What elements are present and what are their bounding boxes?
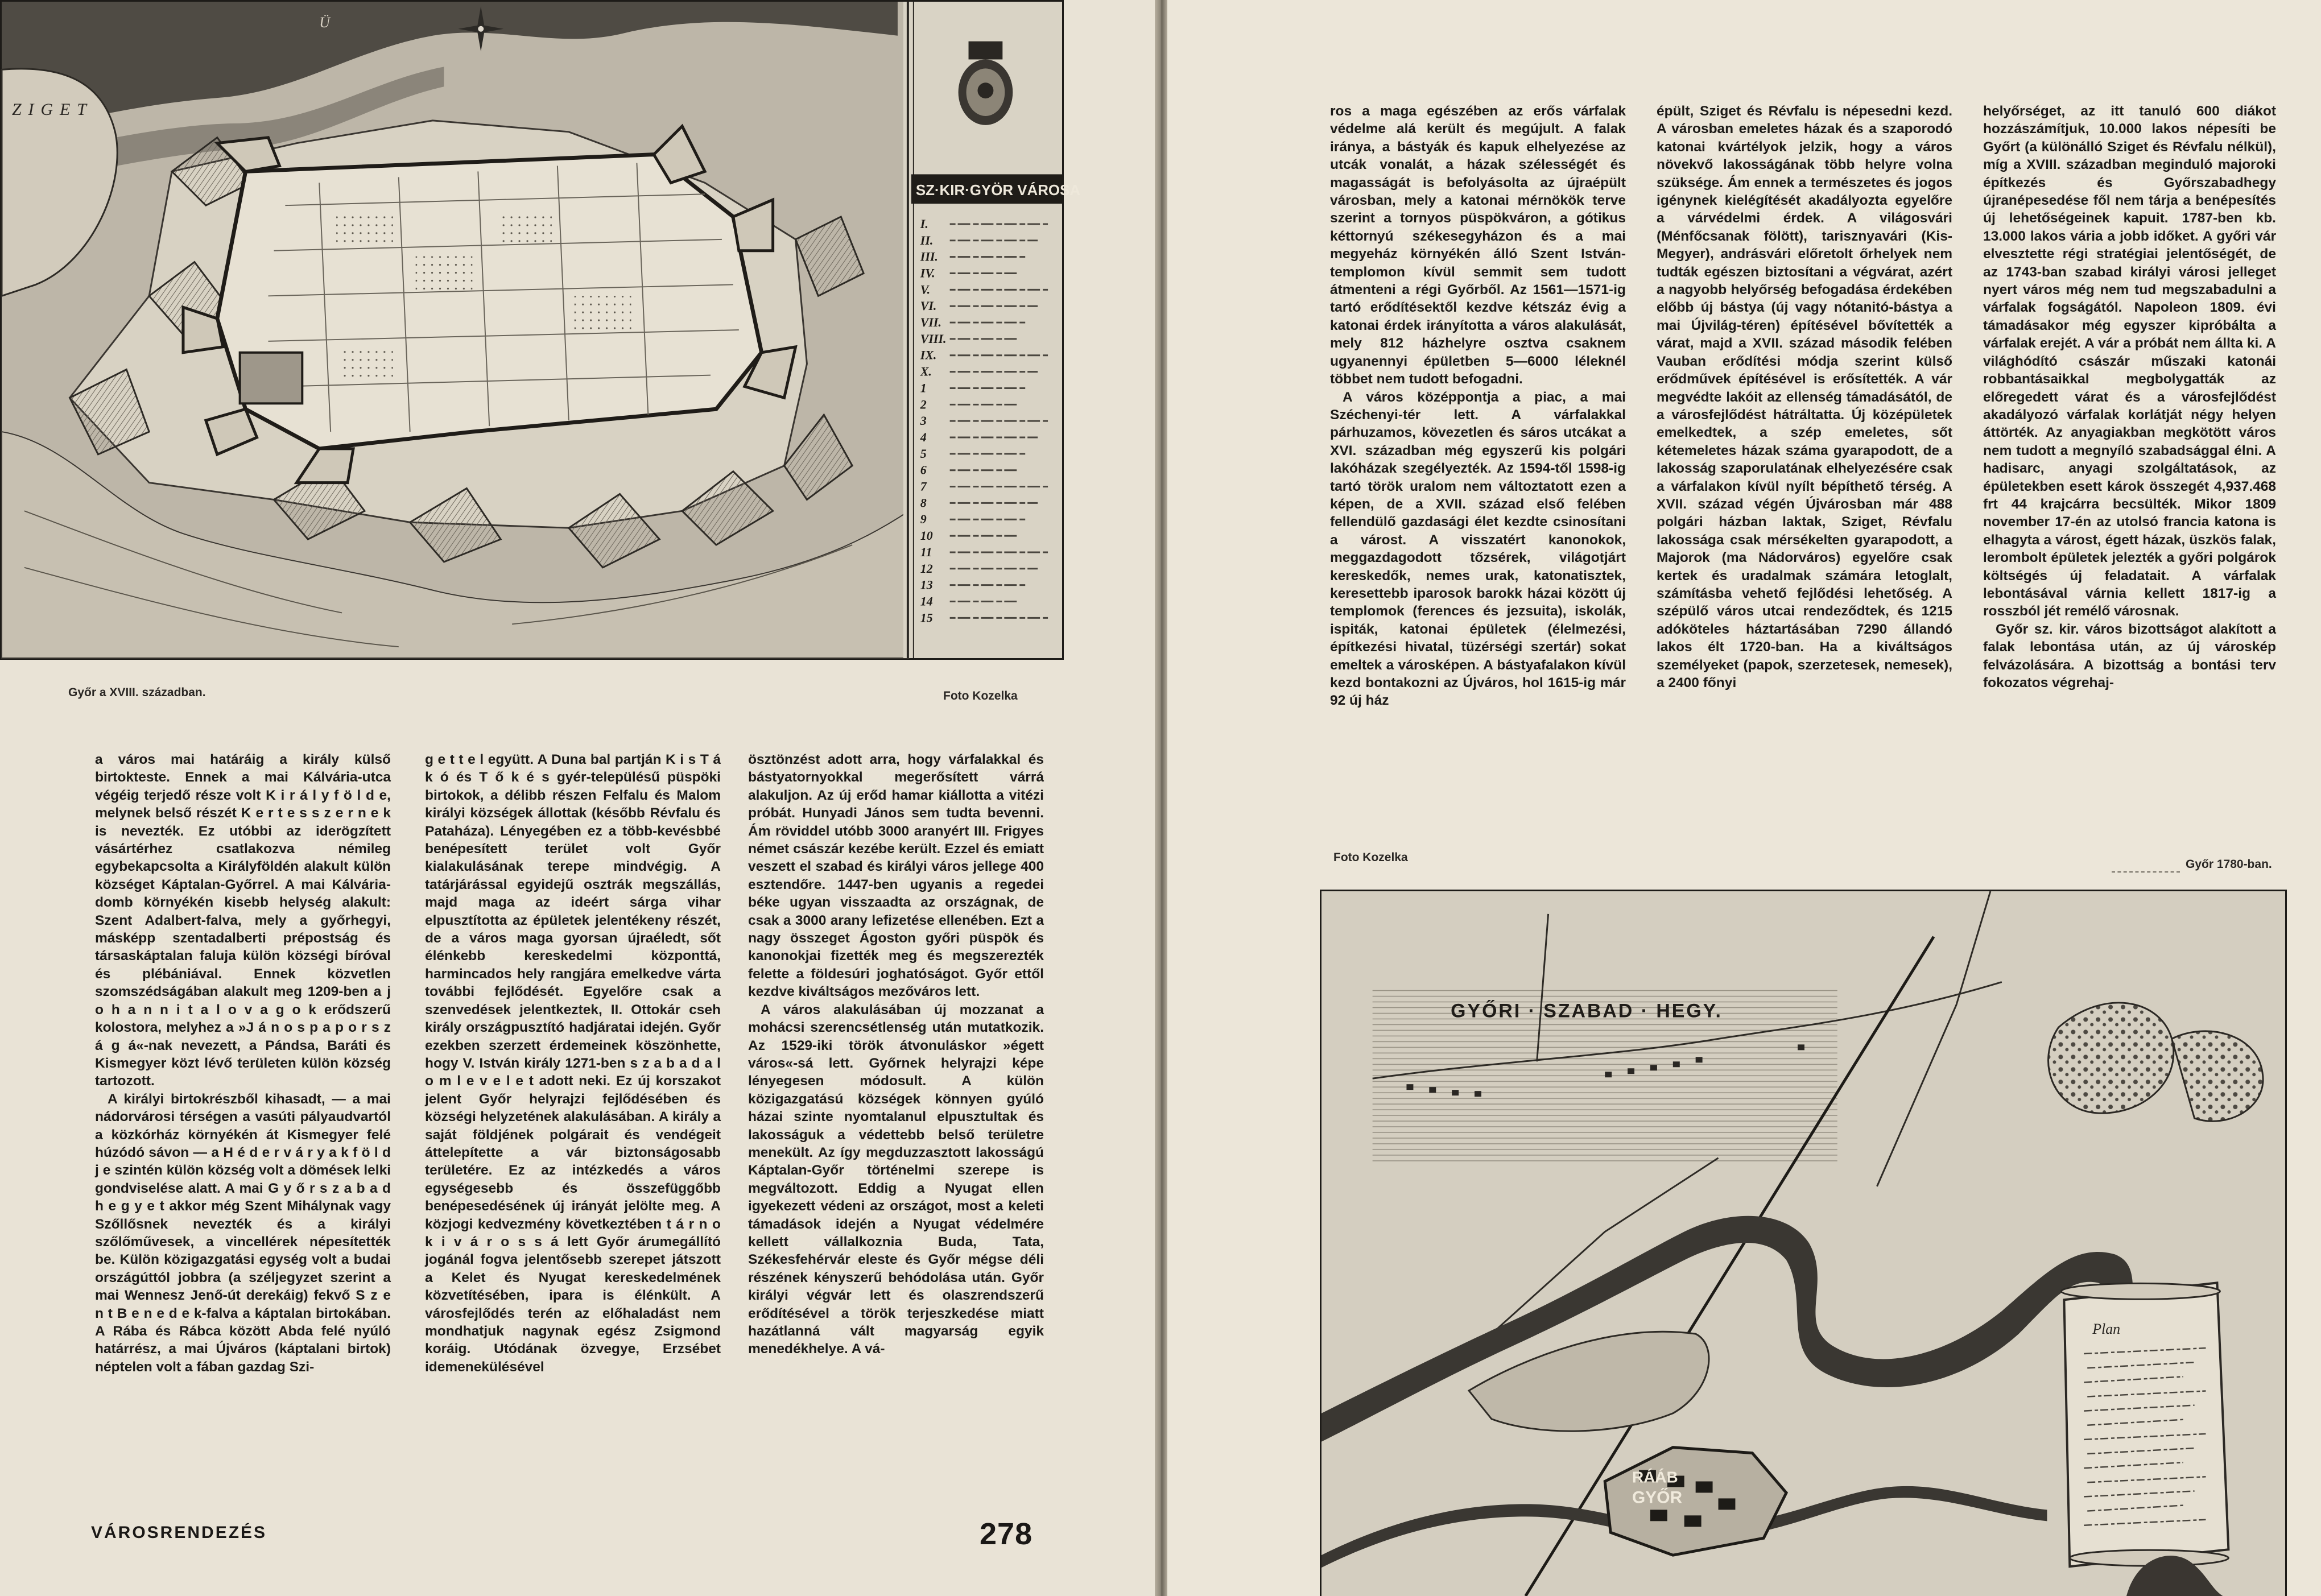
fortress-map-drawing — [2, 2, 1081, 658]
legend-entry-number: IV. — [920, 266, 935, 280]
paragraph: helyőrséget, az itt tanuló 600 diákot hozzászámítjuk, 10.000 lakos népesíti be Győrt (a különálló Sziget és Révfalu nélkül), míg a XVIII. században meginduló majoroki építkezés és Győrszabadhegy újranépesedése fől nem tárja a benépesítés új lehetőségeinek kapuit. 1787-ben kb. 13.000 lakos vária a jobb időket. A győri vár elvesztette régi stratégiai jelentőségét, de az 1743-ban szabad királyi városi jelleget nyert város még nem tud megszabadulni a várfalak fogságától. Napoleon 1809. évi támadásakor még egyszer kipróbálta a várfalak erejét. A vár a próbát nem állta ki. A világhódító császár műszaki katonái robbantásaikkal megbolygatták az előregedett várat és a városfejlődést akadályozó várfalak korlátját négy helyen áttörték. Az anyagiakban megkötött város nem tudott a megnyíló szabadsággal élni. A hadisarc, anyagi szolgáltatások, az épületekben esett károk összegét 4,937.468 frt 44 krajcárra becsülték. Mikor 1809 november 17-én az utolsó francia katona is elhagyta a várost, égett házak, üszkös falak, lerombolt épületek jelezték a győri polgárok költségés új feladatait. A várfalak lebontásával várnia kellett 1817-ig a rosszból jét remélő városnak. — [1983, 104, 2276, 619]
map-label-hill: GYŐRI · SZABAD · HEGY. — [1451, 1000, 1723, 1022]
legend-entry-number: 5 — [920, 446, 927, 461]
photo-credit: Foto Kozelka — [943, 689, 1018, 702]
legend-entry-number: 14 — [920, 594, 933, 609]
legend-entry-number: VII. — [920, 315, 941, 330]
legend-scroll-icon — [2061, 1283, 2228, 1566]
legend-entry-number: 7 — [920, 479, 927, 494]
text-column-3 — [748, 751, 1044, 1358]
text-column-4 — [1330, 102, 1626, 710]
legend-entry-number: 9 — [920, 512, 927, 527]
map-label-town-2: GYŐR — [1632, 1488, 1683, 1507]
legend-entry-number: 11 — [920, 544, 932, 559]
gyor-map-1780-drawing — [1321, 891, 2285, 1596]
paragraph: A királyi birtokrészből kihasadt, — a mai nádorvárosi térségen a vasúti pályaudvartól a közkórház környékén át Kismegyer felé húzódó sávon — a H é d e r v á r y a k f ö l d j e szintén külön község volt a dömések lelki gondviselése alatt. A mai G y ő r s z a b a d h e g y e t akkor még Szent Mihálynak vagy Szőllősnek nevezték és a királyi szőlőművesek, a vincellérek népesítették be. Külön közigazgatási egység volt a budai országúttól jobbra (a széljegyzet szerint a mai Wennesz Jenő-út derekáig) fekvő S z e n t B e n e d e k-falva a káptalan birtokában. A Rába és Rábca között Abda felé nyúló határrész, a mai Újváros (káptalani birtok) néptelen volt a fában gazdag Szi- — [95, 1091, 391, 1375]
legend-entry-number: 8 — [920, 495, 927, 510]
map-caption: Győr a XVIII. században. — [68, 686, 206, 699]
page-number: 278 — [980, 1517, 1033, 1551]
map-label-town-1: RÁÁB — [1632, 1468, 1678, 1486]
legend-entry-number: 10 — [920, 528, 933, 543]
paragraph: épült, Sziget és Révfalu is népesedni kezd. A városban emeletes házak és a szaporodó katonai kvártélyok jelzik, hogy a város növekvő lakosságának több helyre volna szüksége. Ám ennek a természetes és jogos igénynek kielégítését akadályozta egyelőre a várvédelmi érdek. A világosvári (Ménfőcsanak fölött), tarisznyavári (Kis-Megyer), andrásvári előretolt őrhelyek nem tudták egészen biztosítani a végvárat, azért a nagyobb helyőrség befogadása érdekében előbb új bástya (új vagy nótanitó-bástya a mai Újvilág-téren) építésével bővítették a várat, majd a XVII. század második felében Vauban erődítési módja szerint külső erődművek építésével is erősítették. A vár megvédte lakóit az ellenség támadásától, de a városfejlődést hátráltatta. Új középületek emelkedtek, a szép emeletes, sőt kétemeletes házak száma gyarapodott, de a lakosság szaporulatának elhelyezésére csak a várfalakon kívül nyílt bépíthető térség. A XVII. század végén Újvárosban már 488 polgári házban laktak, Sziget, Révfalu lakossága csak mérsékelten gyarapodott, a Majorok (ma Nádorváros) egyelőre csak kertek és uradalmak számára letoglalt, számításba vehető fejlődési lehetőség. A szépülő város utcai rendeződtek, és 1215 adóköteles háztartásában 7290 állandó lakos élt 1720-ban. Ha a kiváltságos személyeket (papok, szerzetesek, nemesek), a 2400 főnyi — [1657, 104, 1952, 691]
text-column-2 — [425, 751, 721, 1376]
legend-entry-number: III. — [920, 249, 938, 264]
map-caption: Győr 1780-ban. — [2186, 858, 2272, 871]
book-gutter — [1155, 0, 1167, 1596]
legend-entry-number: V. — [920, 282, 931, 297]
gyor-map-1780 — [1320, 890, 2287, 1596]
paragraph: A város alakulásában új mozzanat a mohácsi szerencsétlenség után mutatkozik. Az 1529-iki török átvonuláskor »égett város«-sá lett. Győrnek helyrajzi képe lényegesen módosult. A külön közigazgatású községek könnyen gyúló házai szinte nyomtalanul elpusztultak és lakosságuk a védettebb belső területre menekült. Az így megduzzasztott lakosságú Káptalan-Győr történelmi szerepe is megváltozott. Eddig a Nyugat ellen igyekezett védeni az országot, most a keleti támadások idején a Nyugat védelmére kellett vállalkoznia Buda, Tata, Székesfehérvár eleste és Győr mégse déli részének kényszerű behódolása után. Győr királyi végvár lett és olaszrendszerű erődítésével a török terjeszkedése miatt hazátlanná vált magyarság egyik menedékhelye. A vá- — [748, 1002, 1044, 1357]
running-footer-title: VÁROSRENDEZÉS — [91, 1523, 267, 1542]
legend-entry-number: 4 — [920, 430, 927, 444]
map-city-title: SZ·KIR·GYÖR VÁROSA — [915, 183, 1081, 199]
scroll-heading: Plan — [2092, 1321, 2121, 1338]
paragraph: Győr sz. kir. város bizottságot alakított a falak lebontása után, az új városkép felvázolására. A bizottság a bontási terv fokozatos végrehaj- — [1983, 621, 2276, 691]
legend-entry-number: I. — [920, 216, 928, 231]
legend-entry-number: 1 — [920, 381, 927, 395]
legend-entry-number: IX. — [920, 348, 937, 362]
text-column-6 — [1983, 102, 2276, 692]
paragraph: ösztönzést adott arra, hogy várfalakkal és bástyatornyokkal megerősített várrá alakuljon. Az új erőd hamar kiállotta a vitézi próbát. Hunyadi János sem tudta bevenni. Ám röviddel utóbb 3000 aranyért III. Frigyes német császár kezébe került. Ezzel és emiatt veszett el szabad és királyi város jellege 400 esztendőre. 1447-ben ugyanis a regedei béke ugyan visszaadta az országnak, de csak a 3000 arany lefizetése ellenében. Ezt a nagy összeget Ágoston győri püspök és kanonokjai fizették meg és megszerezték felette a földesúri joghatóságot. Győr ettől kezdve kiváltságos mezőváros lett. — [748, 752, 1044, 1000]
legend-entry-number: 13 — [920, 577, 933, 592]
paragraph: a város mai határáig a király külső birtokteste. Ennek a mai Kálvária-utca végéig terjedő része volt K i r á l y f ö l d e, melynek belső részét K e r t e s s z e r n e k is nevezték. Ez utóbbi az iderögzített vásártérhez csatlakozva némileg egybekapcsolta a Királyföldén alakult külön községet Káptalan-Győrrel. A mai Kálvária-domb környékén kisebb helység alakult: Szent Adalbert-falva, mely a győrhegyi, másképp szentadalberti prépostság és társaskáptalan faluja külön községi bíróval és plébániával. Ennek közvetlen szomszédságában alakult meg 1209-ben a j o h a n n i t a l o v a g o k erődszerű kolostora, melyhez a »J á n o s p a p o r s z á g á«-nak nevezett, a Pándsa, Baráti és Kismegyer közt lévő területen külön község tartozott. — [95, 752, 391, 1089]
legend-entry-number: II. — [920, 233, 934, 247]
legend-entry-number: 15 — [920, 610, 933, 625]
paragraph: ros a maga egészében az erős várfalak védelme alá került és megújult. A falak iránya, a bástyák és kapuk elhelyezése az utcák vonalát, a házak szélességét és magasságát is befolyásolta az újraépült városban, mely a katonai mérnökök terve szerint a tornyos püspökváron, a gótikus kéttornyú székesegyházon és a mai megyeház környékén álló Szent István-templomon kívül semmit sem tudott átmenteni a régi Győrből. Az 1561—1571-ig tartó erődítésektől kezdve kétszáz évig a katonai érdek irányította a város alakulását, mely 812 házhelyre osztva csaknem ugyanennyi épületben 5—6000 léleknél többet nem tudott befogadni. — [1330, 104, 1626, 387]
paragraph: A város középpontja a piac, a mai Széchenyi-tér lett. A várfalakkal párhuzamos, kövezetlen és sáros utcákat a XVI. században még egyszerű kis polgári lakóházak szegélyezték. Az 1594-től 1598-ig tartó török uralom nem változtatott ezen a képen, de a XVII. század első felében fellendülő gazdasági élet kezdte csinosítani a várost. A visszatért kanonokok, meggazdagodott tőzsérek, világotjárt kereskedők, nemes urak, katonatisztek, keresettebb iparosok barokk házai között új templomok (ferences és jezsuita), iskolák, ispiták, katonai épületek (élelmezési, építkezési hivatal, tüzérségi szertár) sokat emeltek a városképen. A bástyafalakon kívül kezd bontakozni az Újváros, hol 1615-ig már 92 új ház — [1330, 389, 1626, 709]
map-label-island: ZIGET — [11, 100, 93, 119]
map-label-river: Ü — [319, 14, 330, 31]
legend-entry-number: VIII. — [920, 331, 947, 346]
left-page — [0, 0, 1155, 1596]
right-page — [1167, 0, 2321, 1596]
fortress-map-18th-century — [0, 0, 1081, 660]
legend-entry-number: 2 — [920, 397, 927, 412]
text-column-5 — [1657, 102, 1952, 692]
text-column-1 — [95, 751, 391, 1376]
legend-entry-number: 12 — [920, 561, 933, 576]
legend-entry-number: 6 — [920, 462, 927, 477]
caption-rule — [2112, 871, 2180, 873]
photo-credit: Foto Kozelka — [1333, 851, 1408, 864]
paragraph: g e t t e l együtt. A Duna bal partján K i s T á k ó és T ő k é s gyér-településű püspöki birtokok, a délibb részen Felfalu és Malom királyi községek állottak (később Révfalu és Pataháza). Lényegében ez a több-kevésbbé benépesített terület volt Győr kialakulásának terepe mindvégig. A tatárjárással egyidejű osztrák megszállás, majd maga az ideért sárga vihar elpusztította az épületek jelentékeny részét, de a város maga gyorsan újraéledt, sőt élénkebb kereskedelmi központtá, harmincados hely rangjára emelkedve várta további fejlődését. Egyelőre csak a szenvedések jelentkeztek, II. Ottokár cseh király országpusztító hadjáratai idején. Győr ezekben szerzett érdemeinek köszönhette, hogy V. István király 1271-ben s z a b a d a l o m l e v e l e t adott neki. Ez új korszakot jelent Győr helyrajzi fejlődésében és községi helyzetének alakulásában. A király a saját földjének polgárait és vendégeit áttelepítette a vár biztonságosabb területére. Ez az intézkedés a város egységesebb és összefüggőbb benépesedésének új irányát jelölte meg. A közjogi kedvezmény következtében t á r n o k i v á r o s s á lett Győr árumegállító jogánál fogva jelentősebb szerepet játszott a Kelet és Nyugat kereskedelmének közvetítésében, ipara is élénkült. A városfejlődés terén az előhaladást nem mondhatjuk nagynak egész Zsigmond koráig. Utódának özvegye, Erzsébet idemenekülésével — [425, 752, 721, 1375]
legend-entry-number: X. — [920, 364, 932, 379]
legend-entry-number: VI. — [920, 299, 937, 313]
legend-entry-number: 3 — [920, 414, 927, 428]
